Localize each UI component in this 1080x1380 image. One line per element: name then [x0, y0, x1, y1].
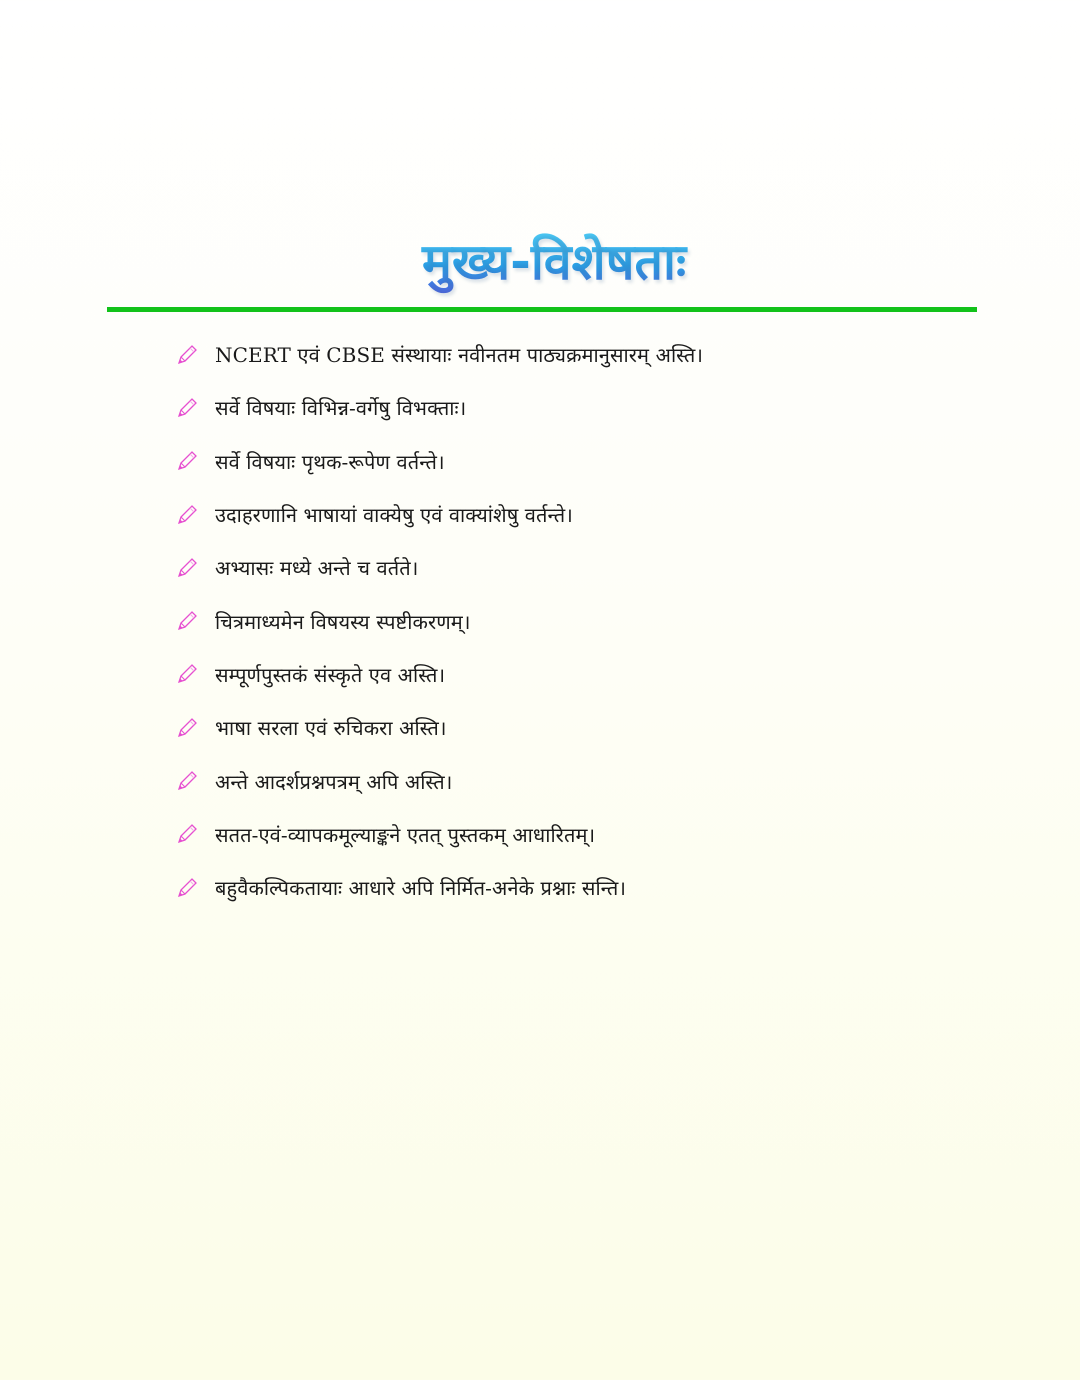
pencil-icon — [176, 397, 198, 419]
list-item — [176, 648, 703, 701]
list-item — [176, 754, 703, 807]
list-item — [176, 541, 703, 594]
list-item — [176, 861, 703, 914]
pencil-icon — [176, 717, 198, 739]
feature-text: उदाहरणानि भाषायां वाक्येषु एवं वाक्यांशेषु वर्तन्ते। — [215, 503, 573, 528]
feature-text: बहुवैकल्पिकतायाः आधारे अपि निर्मित-अनेके प्रश्नाः सन्ति। — [215, 876, 627, 901]
feature-text: अन्ते आदर्शप्रश्नपत्रम् अपि अस्ति। — [215, 769, 453, 794]
list-item — [176, 701, 703, 754]
pencil-icon — [176, 610, 198, 632]
pencil-icon — [176, 770, 198, 792]
feature-text: सर्वे विषयाः विभिन्न-वर्गेषु विभक्ताः। — [215, 396, 467, 421]
feature-text: अभ्यासः मध्ये अन्ते च वर्तते। — [215, 556, 419, 581]
feature-text: NCERT एवं CBSE संस्थायाः नवीनतम पाठ्यक्रमानुसारम् अस्ति। — [215, 343, 704, 368]
feature-text: चित्रमाध्यमेन विषयस्य स्पष्टीकरणम्। — [215, 609, 471, 634]
pencil-icon — [176, 877, 198, 899]
pencil-icon — [176, 344, 198, 366]
pencil-icon — [176, 450, 198, 472]
list-item — [176, 488, 703, 541]
feature-text: सतत-एवं-व्यापकमूल्याङ्कने एतत् पुस्तकम् आधारितम्। — [215, 822, 596, 847]
list-item — [176, 594, 703, 647]
page-title: मुख्य-विशेषताः — [14, 222, 1080, 302]
pencil-icon — [176, 504, 198, 526]
feature-text: सम्पूर्णपुस्तकं संस्कृते एव अस्ति। — [215, 662, 446, 687]
pencil-icon — [176, 557, 198, 579]
pencil-icon — [176, 663, 198, 685]
list-item — [176, 435, 703, 488]
feature-text: भाषा सरला एवं रुचिकरा अस्ति। — [215, 716, 447, 741]
feature-text: सर्वे विषयाः पृथक-रूपेण वर्तन्ते। — [215, 449, 445, 474]
list-item — [176, 808, 703, 861]
pencil-icon — [176, 823, 198, 845]
feature-list — [176, 328, 703, 914]
list-item — [176, 328, 703, 381]
list-item — [176, 381, 703, 434]
title-divider — [107, 307, 977, 312]
